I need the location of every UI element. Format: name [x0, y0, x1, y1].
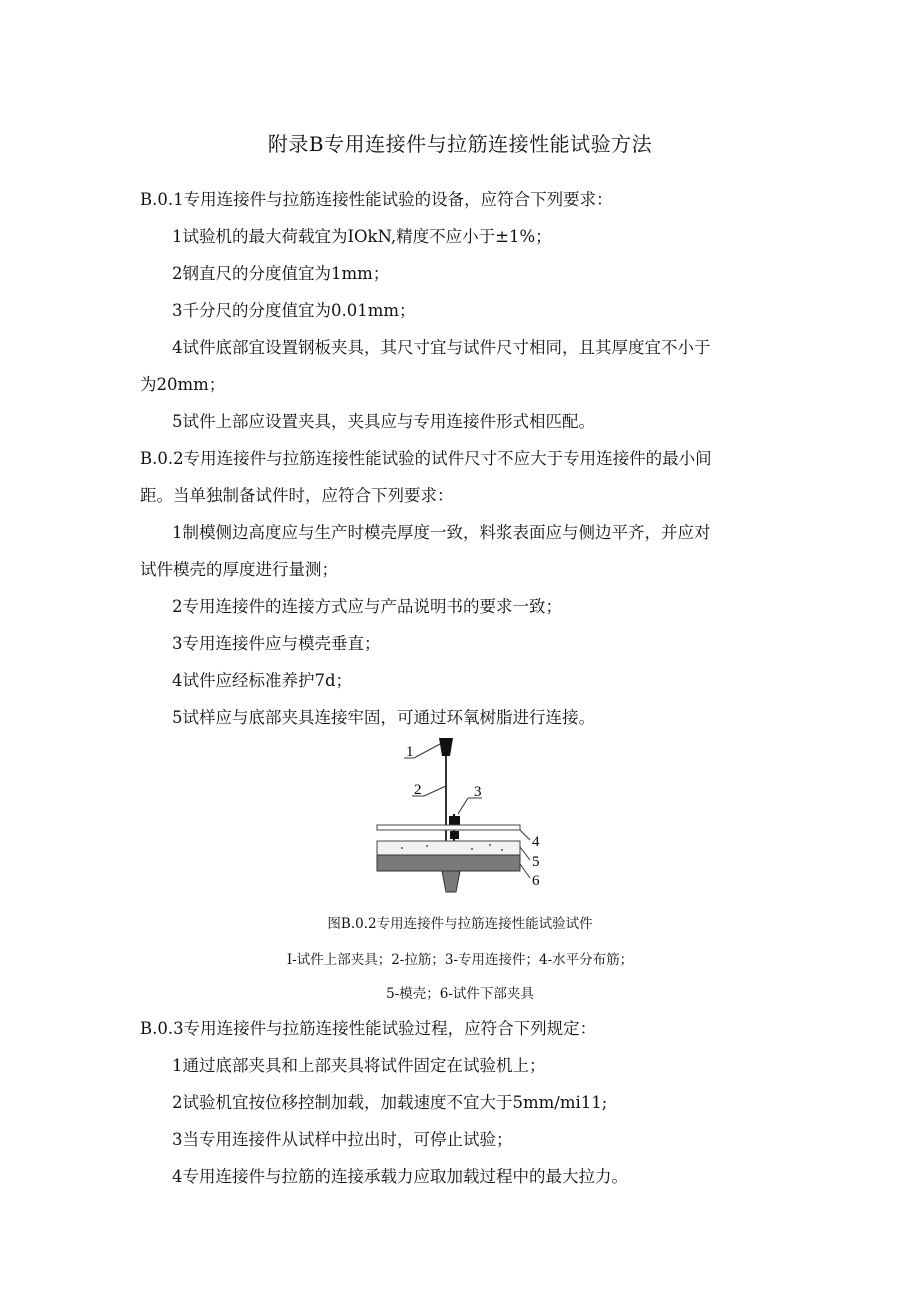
list-item: 2专用连接件的连接方式应与产品说明书的要求一致；	[172, 597, 562, 616]
list-item: 1通过底部夹具和上部夹具将试件固定在试验机上；	[172, 1056, 546, 1075]
list-item: 3当专用连接件从试样中拉出时，可停止试验；	[172, 1130, 513, 1149]
section-heading-b03: B.0.3专用连接件与拉筋连接性能试验过程，应符合下列规定：	[140, 1019, 597, 1038]
figure-caption: 图B.0.2专用连接件与拉筋连接性能试验试件	[327, 916, 593, 932]
lower-clamp-stem	[442, 871, 460, 892]
list-item: 2试验机宜按位移控制加载，加载速度不宜大于5mm∕mi11;	[172, 1093, 608, 1112]
figure-legend: I-试件上部夹具；2-拉筋；3-专用连接件；4-水平分布筋；	[286, 952, 634, 968]
figure-label-6: 6	[532, 873, 540, 889]
list-item: 4试件底部宜设置钢板夹具，其尺寸宜与试件尺寸相同，且其厚度宜不小于	[172, 338, 711, 357]
figure-label-3: 3	[474, 784, 482, 800]
list-item: 1试验机的最大荷载宜为IOkN,精度不应小于±1%；	[172, 227, 552, 246]
list-item: 3专用连接件应与模壳垂直；	[172, 634, 381, 653]
list-item: 4专用连接件与拉筋的连接承载力应取加载过程中的最大拉力。	[172, 1167, 628, 1186]
figure-label-1: 1	[406, 744, 414, 760]
list-item: 3千分尺的分度值宜为0.01mm；	[172, 301, 416, 320]
list-item-continuation: 为20mm；	[140, 375, 226, 394]
list-item: 5试件上部应设置夹具，夹具应与专用连接件形式相匹配。	[172, 412, 595, 431]
upper-clamp	[439, 738, 453, 756]
formwork-shell	[377, 841, 520, 855]
figure-legend-cont: 5-模壳；6-试件下部夹具	[386, 986, 534, 1002]
section-heading-b02: B.0.2专用连接件与拉筋连接性能试验的试件尺寸不应大于专用连接件的最小间	[140, 449, 712, 468]
list-item: 4试件应经标准养护7d；	[172, 671, 353, 690]
list-item-continuation: 试件模壳的厚度进行量测；	[140, 560, 338, 579]
horizontal-rebar	[377, 825, 520, 830]
page-title: 附录B专用连接件与拉筋连接性能试验方法	[267, 132, 653, 156]
lower-clamp-plate	[377, 855, 520, 871]
figure-label-4: 4	[532, 834, 540, 850]
figure-label-2: 2	[414, 782, 422, 798]
section-heading-b01: B.0.1专用连接件与拉筋连接性能试验的设备，应符合下列要求：	[140, 190, 613, 209]
list-item: 5试样应与底部夹具连接牢固，可通过环氧树脂进行连接。	[172, 708, 595, 727]
list-item: 1制模侧边高度应与生产时模壳厚度一致，料浆表面应与侧边平齐，并应对	[172, 523, 711, 542]
figure-label-5: 5	[532, 854, 540, 870]
section-heading-b02-cont: 距。当单独制备试件时，应符合下列要求：	[140, 486, 454, 505]
list-item: 2钢直尺的分度值宜为1mm；	[172, 264, 390, 283]
test-specimen-figure	[372, 732, 552, 897]
